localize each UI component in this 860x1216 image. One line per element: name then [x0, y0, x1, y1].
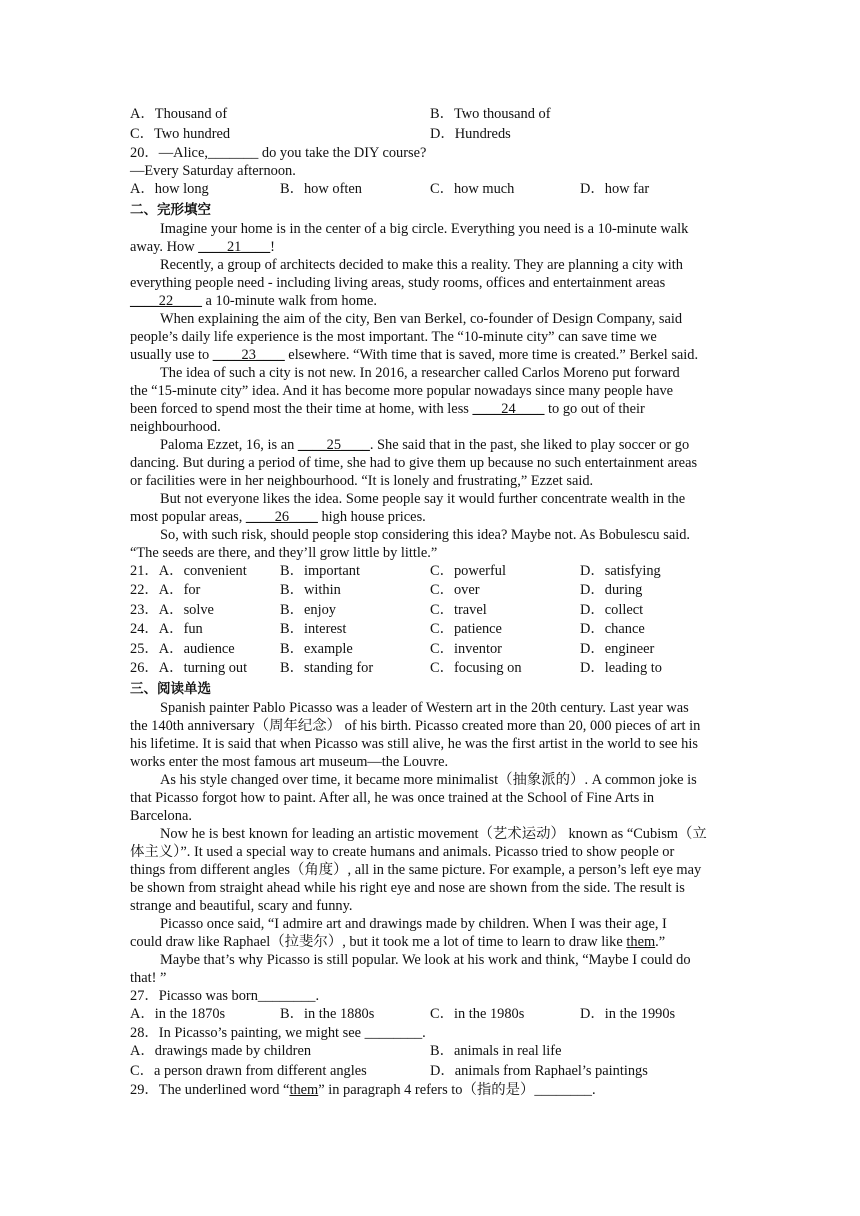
option-c[interactable]: C．how much	[430, 181, 515, 197]
cloze-paragraph-7	[130, 526, 734, 562]
option-b[interactable]: B．example	[280, 640, 353, 657]
option-b[interactable]: B．Two thousand of	[430, 106, 551, 122]
text-line: that Picasso forgot how to paint. After all, he was once trained at the School of Fine Arts in	[130, 789, 655, 806]
text-line	[130, 238, 734, 256]
option-b[interactable]: B．standing for	[280, 660, 374, 676]
text-line: works enter the most famous art museum—the Louvre.	[130, 753, 449, 770]
text-fragment: ” in paragraph 4 refers to（指的是）________.	[318, 1082, 596, 1098]
text-line: Maybe that’s why Picasso is still popular. We look at his work and think, “Maybe I could do	[160, 951, 691, 968]
text-fragment: could draw like Raphael（拉斐尔）, but it took me a lot of time to learn to draw like	[130, 933, 627, 950]
text-fragment: been forced to spend most the their time at home, with less	[130, 400, 473, 417]
text-line: the “15-minute city” idea. And it has become more popular nowadays since many people have	[130, 382, 674, 399]
cloze-options-24	[130, 620, 734, 640]
option-d[interactable]: D．Hundreds	[430, 125, 511, 142]
q20-stem: 20．—Alice,_______ do you take the DIY course?	[130, 145, 427, 161]
cloze-paragraph-2	[130, 256, 734, 310]
option-d[interactable]: D．satisfying	[580, 562, 661, 579]
blank-25: ____25____	[297, 436, 370, 453]
cloze-paragraph-1	[130, 220, 734, 256]
option-b[interactable]: B．in the 1880s	[280, 1005, 375, 1022]
text-fragment: usually use to	[130, 346, 213, 363]
option-a[interactable]: A．in the 1870s	[130, 1005, 226, 1022]
reading-paragraph-4	[130, 915, 734, 951]
blank-26: ____26____	[245, 508, 318, 525]
cloze-paragraph-6	[130, 490, 734, 526]
q27-stem: 27．Picasso was born________.	[130, 987, 320, 1004]
q20-reply: —Every Saturday afternoon.	[130, 163, 296, 179]
option-c[interactable]: C．patience	[430, 621, 502, 637]
text-line: So, with such risk, should people stop considering this idea? Maybe not. As Bobulescu said.	[160, 526, 691, 543]
text-line: neighbourhood.	[130, 418, 221, 435]
option-b[interactable]: B．how often	[280, 181, 362, 197]
blank-22: ____22____	[130, 292, 202, 309]
q27-options-row	[130, 1005, 734, 1025]
option-c[interactable]: C．in the 1980s	[430, 1005, 525, 1022]
text-line: strange and beautiful, scary and funny.	[130, 897, 353, 914]
text-line: dancing. But during a period of time, she had to give them up because no such entertainment areas	[130, 454, 698, 471]
option-a[interactable]: 24．A．fun	[130, 621, 203, 637]
text-fragment: . She said that in the past, she liked to play soccer or go	[369, 436, 690, 453]
q19-options-row-2	[130, 125, 734, 145]
text-fragment: !	[270, 238, 275, 255]
option-d[interactable]: D．collect	[580, 601, 644, 618]
text-fragment: .”	[655, 933, 666, 950]
text-line	[130, 436, 734, 454]
text-line: Barcelona.	[130, 807, 192, 824]
q19-options-row-1	[130, 105, 734, 125]
cloze-options-21	[130, 562, 734, 582]
section-heading-reading: 三、阅读单选	[130, 680, 211, 697]
option-d[interactable]: D．chance	[580, 621, 645, 637]
cloze-paragraph-3	[130, 310, 734, 364]
text-fragment: to go out of their	[544, 400, 645, 417]
text-line: Recently, a group of architects decided to make this a reality. They are planning a city with	[160, 256, 683, 273]
text-line: Now he is best known for leading an artistic movement（艺术运动） known as “Cubism（立	[160, 825, 707, 842]
blank-24: ____24____	[472, 400, 545, 417]
text-line	[130, 400, 734, 418]
blank-23: ____23____	[212, 346, 285, 363]
reading-paragraph-3	[130, 825, 734, 915]
text-line	[130, 508, 734, 526]
option-d[interactable]: D．animals from Raphael’s paintings	[430, 1062, 648, 1079]
q29-stem	[130, 1081, 734, 1099]
text-line	[130, 346, 734, 364]
option-b[interactable]: B．interest	[280, 621, 347, 637]
option-a[interactable]: 22．A．for	[130, 582, 201, 598]
text-line: When explaining the aim of the city, Ben van Berkel, co-founder of Design Company, said	[160, 310, 683, 327]
text-line: the 140th anniversary（周年纪念） of his birth. Picasso created more than 20, 000 pieces of art in	[130, 717, 701, 734]
text-line: The idea of such a city is not new. In 2016, a researcher called Carlos Moreno put forward	[160, 364, 680, 381]
option-a[interactable]: 21．A．convenient	[130, 562, 247, 579]
option-a[interactable]: A．Thousand of	[130, 106, 228, 122]
option-d[interactable]: D．in the 1990s	[580, 1005, 676, 1022]
underlined-word-them: them	[626, 933, 656, 950]
option-a[interactable]: 23．A．solve	[130, 601, 214, 618]
cloze-options-22	[130, 581, 734, 601]
text-fragment: most popular areas,	[130, 508, 246, 525]
reading-paragraph-2	[130, 771, 734, 825]
text-line: Picasso once said, “I admire art and drawings made by children. When I was their age, I	[160, 915, 667, 932]
section-heading-cloze: 二、完形填空	[130, 201, 211, 218]
cloze-options-23	[130, 601, 734, 621]
text-fragment: Paloma Ezzet, 16, is an	[160, 436, 298, 453]
option-a[interactable]: 26．A．turning out	[130, 660, 248, 676]
option-a[interactable]: 25．A．audience	[130, 640, 235, 657]
text-line: things from different angles（角度）, all in the same picture. For example, a person’s left eye may	[130, 861, 702, 878]
option-a[interactable]: A．drawings made by children	[130, 1043, 312, 1059]
text-fragment: 29．The underlined word “	[130, 1082, 290, 1098]
text-line: that! ”	[130, 969, 167, 986]
cloze-options-25	[130, 640, 734, 660]
text-line: “The seeds are there, and they’ll grow little by little.”	[130, 544, 438, 561]
text-line: his lifetime. It is said that when Picasso was still alive, he was the first artist in the world to see his	[130, 735, 698, 752]
option-b[interactable]: B．enjoy	[280, 601, 336, 618]
reading-paragraph-1	[130, 699, 734, 771]
text-fragment: high house prices.	[317, 508, 426, 525]
option-b[interactable]: B．important	[280, 562, 360, 579]
option-d[interactable]: D．engineer	[580, 640, 655, 657]
option-c[interactable]: C．over	[430, 582, 480, 598]
cloze-options-26	[130, 659, 734, 679]
blank-21: ____21____	[198, 238, 271, 255]
option-c[interactable]: C．a person drawn from different angles	[130, 1062, 367, 1079]
option-c[interactable]: C．focusing on	[430, 660, 522, 676]
text-line: 体主义）”. It used a special way to create humans and animals. Picasso tried to show people or	[130, 843, 675, 860]
option-d[interactable]: D．how far	[580, 181, 650, 197]
text-fragment: a 10-minute walk from home.	[201, 292, 377, 309]
text-line	[130, 292, 734, 310]
option-c[interactable]: C．inventor	[430, 640, 502, 657]
document-page	[130, 105, 734, 1099]
option-c[interactable]: C．Two hundred	[130, 125, 231, 142]
text-line: people’s daily life experience is the most important. The “10-minute city” can save time we	[130, 328, 657, 345]
option-d[interactable]: D．during	[580, 582, 643, 598]
text-fragment: elsewhere. “With time that is saved, more time is created.” Berkel said.	[284, 346, 699, 363]
cloze-paragraph-4	[130, 364, 734, 436]
q28-options-row-2	[130, 1062, 734, 1082]
text-line: or facilities were in her neighbourhood. “It is lonely and frustrating,” Ezzet said.	[130, 472, 594, 489]
q20-options-row	[130, 180, 734, 200]
text-line: be shown from straight ahead while his right eye and nose are shown from the side. The result is	[130, 879, 685, 896]
q28-options-row-1	[130, 1042, 734, 1062]
text-line: Imagine your home is in the center of a big circle. Everything you need is a 10-minute walk	[160, 220, 689, 237]
reading-paragraph-5	[130, 951, 734, 987]
text-line	[130, 933, 734, 951]
text-line: As his style changed over time, it became more minimalist（抽象派的）. A common joke is	[160, 771, 697, 788]
option-c[interactable]: C．travel	[430, 601, 487, 618]
option-c[interactable]: C．powerful	[430, 562, 506, 579]
text-line: Spanish painter Pablo Picasso was a leader of Western art in the 20th century. Last year was	[160, 699, 689, 716]
option-d[interactable]: D．leading to	[580, 660, 662, 676]
underlined-word-them: them	[289, 1082, 319, 1098]
text-fragment: away. How	[130, 238, 199, 255]
cloze-paragraph-5	[130, 436, 734, 490]
option-b[interactable]: B．within	[280, 582, 341, 598]
option-a[interactable]: A．how long	[130, 181, 209, 197]
text-line: But not everyone likes the idea. Some people say it would further concentrate wealth in the	[160, 490, 686, 507]
option-b[interactable]: B．animals in real life	[430, 1043, 562, 1059]
text-line: everything people need - including living areas, study rooms, offices and entertainment areas	[130, 274, 666, 291]
q28-stem: 28．In Picasso’s painting, we might see ________.	[130, 1025, 426, 1041]
